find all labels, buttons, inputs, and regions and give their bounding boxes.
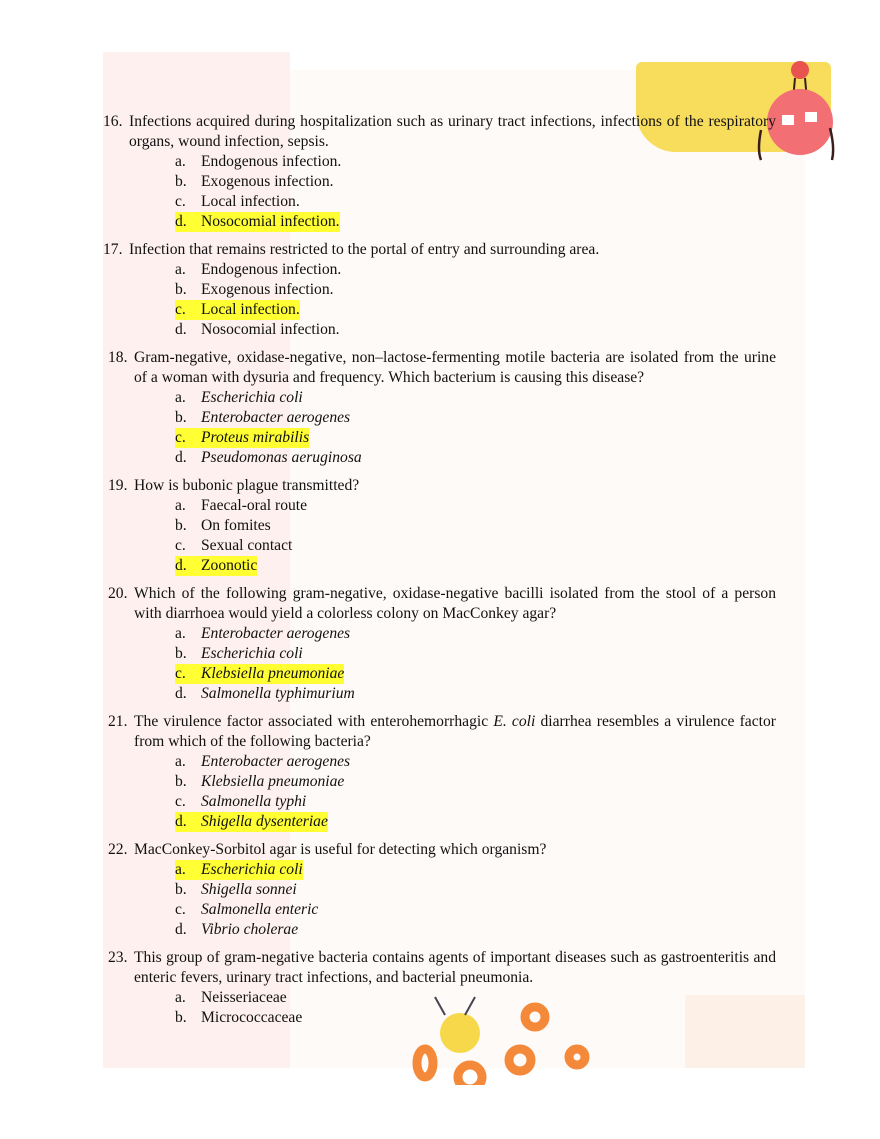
answer-option bbox=[103, 388, 776, 408]
question-text bbox=[129, 112, 776, 152]
option-content bbox=[175, 516, 271, 536]
answer-option bbox=[103, 192, 776, 212]
option-text: Salmonella typhi bbox=[201, 793, 307, 810]
option-text: Escherichia coli bbox=[201, 389, 303, 406]
option-letter: a. bbox=[175, 989, 186, 1006]
option-content bbox=[175, 408, 350, 428]
question-number: 18. bbox=[108, 349, 128, 366]
question-text-part: This group of gram-negative bacteria contains agents of important diseases such as gastroenteritis and enteric fevers, urinary tract infections, and bacterial pneumonia. bbox=[134, 949, 776, 986]
question-text bbox=[134, 840, 776, 860]
option-letter: a. bbox=[175, 861, 186, 878]
answer-option bbox=[103, 1008, 776, 1028]
option-letter: d. bbox=[175, 685, 187, 702]
question-stem bbox=[103, 240, 776, 260]
option-text: Sexual contact bbox=[201, 537, 293, 554]
answer-option bbox=[103, 792, 776, 812]
question-stem bbox=[103, 348, 776, 388]
option-content bbox=[175, 792, 306, 812]
option-content bbox=[175, 860, 303, 880]
option-letter: b. bbox=[175, 517, 187, 534]
question-number: 19. bbox=[108, 477, 128, 494]
option-text: Salmonella enteric bbox=[201, 901, 319, 918]
question-text bbox=[134, 948, 776, 988]
answer-option bbox=[103, 516, 776, 536]
answer-option bbox=[103, 212, 776, 232]
answer-option bbox=[103, 920, 776, 940]
question-text-part: Gram-negative, oxidase-negative, non–lactose-fermenting motile bacteria are isolated from the urine of a woman with dysuria and frequency. Which bacterium is causing this disease? bbox=[134, 349, 776, 386]
answer-option bbox=[103, 684, 776, 704]
option-letter: c. bbox=[175, 193, 186, 210]
option-text: Enterobacter aerogenes bbox=[201, 409, 351, 426]
option-content bbox=[175, 388, 303, 408]
option-content bbox=[175, 280, 334, 300]
option-text: Enterobacter aerogenes bbox=[201, 625, 351, 642]
question-number: 22. bbox=[108, 841, 128, 858]
question-number: 17. bbox=[103, 241, 123, 258]
option-content bbox=[175, 880, 297, 900]
answer-option bbox=[103, 988, 776, 1008]
option-content bbox=[175, 260, 341, 280]
option-letter: d. bbox=[175, 321, 187, 338]
option-letter: d. bbox=[175, 813, 187, 830]
answer-option bbox=[103, 496, 776, 516]
answer-option bbox=[103, 172, 776, 192]
question-text bbox=[129, 240, 776, 260]
answer-option bbox=[103, 448, 776, 468]
answer-option bbox=[103, 152, 776, 172]
answer-option bbox=[103, 556, 776, 576]
question-stem bbox=[103, 476, 776, 496]
option-content bbox=[175, 496, 307, 516]
option-letter: b. bbox=[175, 281, 187, 298]
option-text: Shigella dysenteriae bbox=[201, 813, 328, 830]
option-letter: c. bbox=[175, 301, 186, 318]
question-text-part: E. coli bbox=[493, 713, 536, 730]
question-text bbox=[134, 476, 776, 496]
option-text: Escherichia coli bbox=[201, 645, 303, 662]
answer-option bbox=[103, 260, 776, 280]
option-content bbox=[175, 212, 340, 232]
answer-option bbox=[103, 880, 776, 900]
option-letter: a. bbox=[175, 261, 186, 278]
option-content bbox=[175, 772, 344, 792]
answer-option bbox=[103, 772, 776, 792]
option-text: Exogenous infection. bbox=[201, 281, 334, 298]
answer-option bbox=[103, 752, 776, 772]
option-text: Micrococcaceae bbox=[201, 1009, 303, 1026]
answer-option bbox=[103, 900, 776, 920]
option-content bbox=[175, 920, 298, 940]
option-letter: c. bbox=[175, 793, 186, 810]
question-text-part: Infections acquired during hospitalization such as urinary tract infections, infections of the respiratory organs, wound infection, sepsis. bbox=[129, 113, 776, 150]
option-content bbox=[175, 152, 341, 172]
option-text: Salmonella typhimurium bbox=[201, 685, 355, 702]
question-text bbox=[134, 584, 776, 624]
question-text-part: MacConkey-Sorbitol agar is useful for detecting which organism? bbox=[134, 841, 547, 858]
option-letter: d. bbox=[175, 213, 187, 230]
question-number: 20. bbox=[108, 585, 128, 602]
answer-option bbox=[103, 536, 776, 556]
option-content bbox=[175, 900, 318, 920]
question-text-part: The virulence factor associated with enterohemorrhagic bbox=[134, 713, 494, 730]
option-letter: d. bbox=[175, 449, 187, 466]
option-letter: c. bbox=[175, 429, 186, 446]
option-letter: a. bbox=[175, 497, 186, 514]
question-18 bbox=[103, 348, 776, 468]
option-text: Nosocomial infection. bbox=[201, 321, 340, 338]
option-letter: c. bbox=[175, 665, 186, 682]
option-letter: c. bbox=[175, 901, 186, 918]
question-23 bbox=[103, 948, 776, 1028]
option-text: Klebsiella pneumoniae bbox=[201, 773, 345, 790]
option-letter: b. bbox=[175, 773, 187, 790]
question-19 bbox=[103, 476, 776, 576]
option-text: Neisseriaceae bbox=[201, 989, 287, 1006]
question-number: 21. bbox=[108, 713, 128, 730]
option-text: Local infection. bbox=[201, 193, 300, 210]
option-text: Escherichia coli bbox=[201, 861, 303, 878]
option-text: Exogenous infection. bbox=[201, 173, 334, 190]
option-letter: a. bbox=[175, 625, 186, 642]
question-17 bbox=[103, 240, 776, 340]
option-text: Klebsiella pneumoniae bbox=[201, 665, 345, 682]
question-text bbox=[134, 712, 776, 752]
question-list bbox=[103, 112, 776, 1036]
question-number: 16. bbox=[103, 113, 123, 130]
option-text: Endogenous infection. bbox=[201, 261, 342, 278]
question-stem bbox=[103, 840, 776, 860]
option-letter: a. bbox=[175, 389, 186, 406]
option-text: Zoonotic bbox=[201, 557, 258, 574]
answer-option bbox=[103, 408, 776, 428]
option-content bbox=[175, 448, 362, 468]
question-text-part: Infection that remains restricted to the portal of entry and surrounding area. bbox=[129, 241, 600, 258]
option-text: Proteus mirabilis bbox=[201, 429, 310, 446]
answer-option bbox=[103, 300, 776, 320]
option-letter: b. bbox=[175, 645, 187, 662]
option-content bbox=[175, 664, 344, 684]
option-text: On fomites bbox=[201, 517, 271, 534]
question-text bbox=[134, 348, 776, 388]
option-text: Vibrio cholerae bbox=[201, 921, 299, 938]
option-content bbox=[175, 684, 355, 704]
option-content bbox=[175, 812, 328, 832]
option-content bbox=[175, 644, 303, 664]
option-letter: b. bbox=[175, 1009, 187, 1026]
option-content bbox=[175, 192, 300, 212]
option-content bbox=[175, 1008, 302, 1028]
question-16 bbox=[103, 112, 776, 232]
option-content bbox=[175, 536, 292, 556]
question-22 bbox=[103, 840, 776, 940]
option-text: Local infection. bbox=[201, 301, 300, 318]
question-number: 23. bbox=[108, 949, 128, 966]
question-stem bbox=[103, 584, 776, 624]
question-stem bbox=[103, 712, 776, 752]
answer-option bbox=[103, 644, 776, 664]
option-content bbox=[175, 300, 300, 320]
option-letter: b. bbox=[175, 173, 187, 190]
answer-option bbox=[103, 812, 776, 832]
option-letter: a. bbox=[175, 753, 186, 770]
answer-option bbox=[103, 280, 776, 300]
question-21 bbox=[103, 712, 776, 832]
answer-option bbox=[103, 860, 776, 880]
option-content bbox=[175, 624, 350, 644]
question-20 bbox=[103, 584, 776, 704]
option-letter: b. bbox=[175, 881, 187, 898]
option-text: Shigella sonnei bbox=[201, 881, 297, 898]
option-letter: c. bbox=[175, 537, 186, 554]
option-content bbox=[175, 172, 334, 192]
option-content bbox=[175, 988, 287, 1008]
option-content bbox=[175, 556, 257, 576]
option-content bbox=[175, 320, 340, 340]
option-letter: a. bbox=[175, 153, 186, 170]
option-text: Faecal-oral route bbox=[201, 497, 308, 514]
option-text: Enterobacter aerogenes bbox=[201, 753, 351, 770]
option-letter: d. bbox=[175, 921, 187, 938]
answer-option bbox=[103, 428, 776, 448]
answer-option bbox=[103, 664, 776, 684]
option-content bbox=[175, 428, 309, 448]
question-text-part: How is bubonic plague transmitted? bbox=[134, 477, 360, 494]
option-text: Pseudomonas aeruginosa bbox=[201, 449, 362, 466]
question-text-part: Which of the following gram-negative, oxidase-negative bacilli isolated from the stool of a person with diarrhoea would yield a colorless colony on MacConkey agar? bbox=[134, 585, 776, 622]
question-text-part: diarrhea resembles a virulence factor from which of the following bacteria? bbox=[134, 713, 776, 750]
option-content bbox=[175, 752, 350, 772]
option-text: Endogenous infection. bbox=[201, 153, 342, 170]
question-stem bbox=[103, 112, 776, 152]
answer-option bbox=[103, 624, 776, 644]
option-text: Nosocomial infection. bbox=[201, 213, 340, 230]
answer-option bbox=[103, 320, 776, 340]
option-letter: d. bbox=[175, 557, 187, 574]
question-stem bbox=[103, 948, 776, 988]
option-letter: b. bbox=[175, 409, 187, 426]
